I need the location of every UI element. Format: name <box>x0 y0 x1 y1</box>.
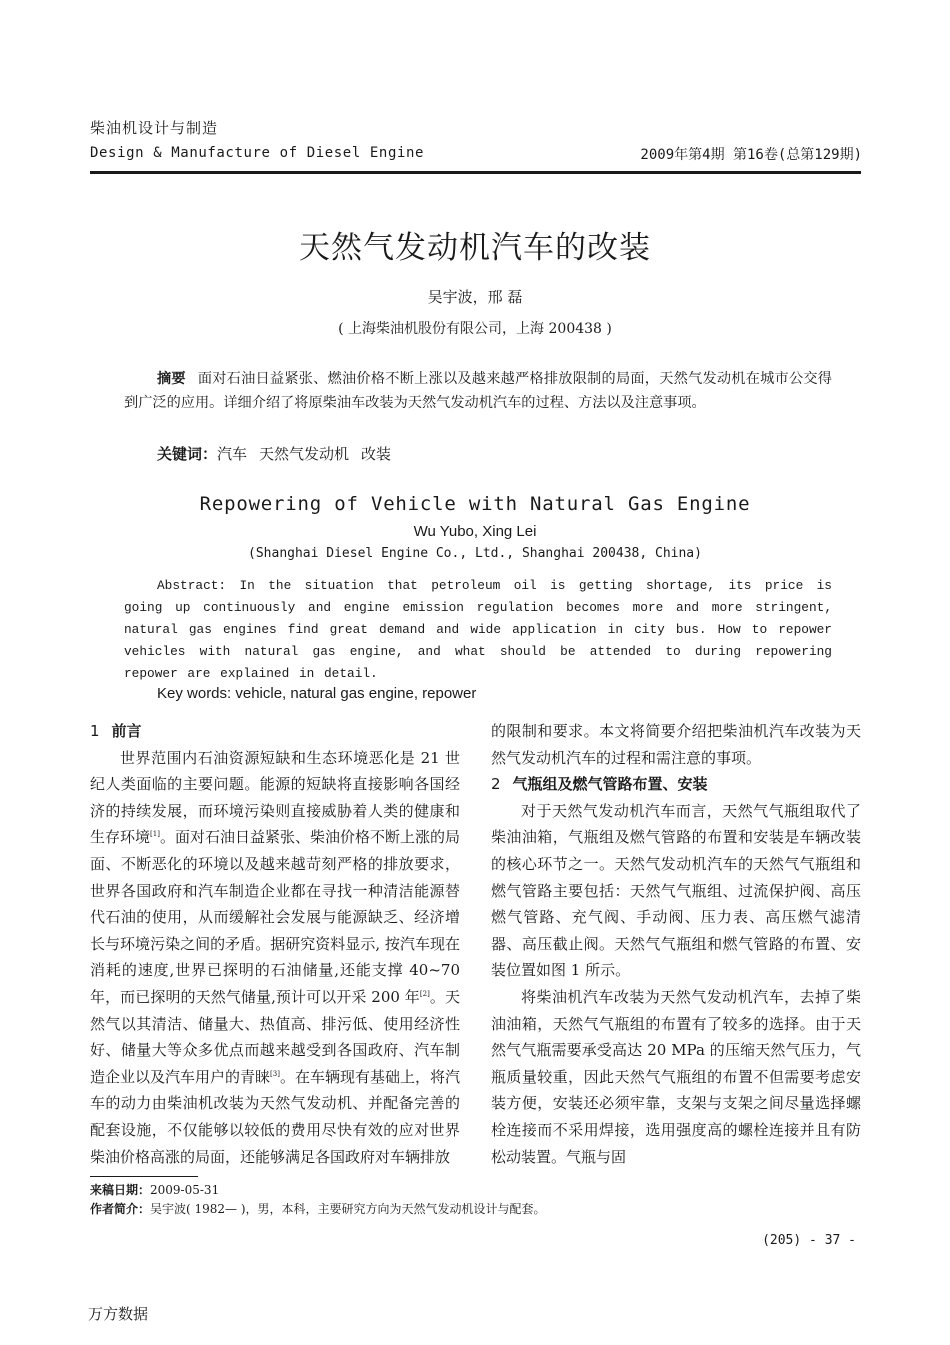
section-heading-2 <box>491 771 861 798</box>
section-number: 1 <box>90 722 100 740</box>
journal-name-cn: 柴油机设计与制造 <box>90 119 219 137</box>
footnote-text: 2009-05-31 <box>150 1183 220 1197</box>
keyword: 天然气发动机 <box>259 445 350 463</box>
paragraph: 将柴油机汽车改装为天然气发动机汽车，去掉了柴油油箱，天然气气瓶组的布置有了较多的选择。由于天然气气瓶需要承受高达 20 MPa 的压缩天然气压力，气瓶质量较重，因此天然气气瓶组的布置不但需要考虑安装方便，安装还必须牢靠，支架与支架之间尽量选择螺栓连接而不采用焊接，选用强度高的螺栓连接并且有防松动装置。气瓶与固 <box>491 987 861 1166</box>
english-title: Repowering of Vehicle with Natural Gas Engine <box>199 493 751 515</box>
body-column-left <box>90 718 460 1170</box>
keyword: 汽车 <box>217 445 248 463</box>
abstract-en-text: In the situation that petroleum oil is getting shortage, its price is going up continuously and engine emission regulation becomes more and more stringent, natural gas engines find great demand and wide application in city bus. How to repower vehicles with natural gas engine, and what should be attended to during repowering repower are explained in detail. <box>124 578 832 681</box>
abstract-cn-text: 面对石油日益紧张、燃油价格不断上涨以及越来越严格排放限制的局面，天然气发动机在城市公交得到广泛的应用。详细介绍了将原柴油车改装为天然气发动机汽车的过程、方法以及注意事项。 <box>124 371 832 411</box>
paper-title: 天然气发动机汽车的改装 <box>299 230 651 266</box>
text-run: 。天然气以其清洁、储量大、热值高、排污低、使用经济性好、储量大等众多优点而越来越受到各国政府、汽车制造企业以及汽车用户的青睐 <box>90 987 460 1086</box>
abstract-cn-label: 摘要 <box>157 371 186 387</box>
citation[interactable]: [3] <box>270 1069 280 1078</box>
citation[interactable]: [1] <box>150 830 160 839</box>
section-heading-1 <box>90 718 460 745</box>
english-authors: Wu Yubo, Xing Lei <box>413 523 537 540</box>
keywords-cn-label: 关键词： <box>157 445 218 463</box>
section-title: 前言 <box>111 722 142 740</box>
text-run: 。在车辆现有基础上，将汽车的动力由柴油机改装为天然气发动机、并配备完善的配套设施，不仅能够以较低的费用尽快有效的应对世界柴油价格高涨的局面，还能够满足各国政府对车辆排放 <box>90 1067 460 1166</box>
section-title: 气瓶组及燃气管路布置、安装 <box>512 775 708 794</box>
footnote-label: 来稿日期： <box>90 1183 151 1197</box>
text-run: 世界范围内石油资源短缺和生态环境恶化是 21 世纪人类面临的主要问题。能源的短缺将直接影响各国经济的持续发展，而环境污染则直接威胁着人类的健康和生存环境 <box>90 748 460 847</box>
received-date <box>90 1181 219 1198</box>
paragraph <box>90 745 460 1171</box>
footnote-label: 作者简介： <box>90 1202 151 1216</box>
footnote-rule <box>90 1176 198 1177</box>
footnote-text: 吴宇波( 1982— )，男，本科，主要研究方向为天然气发动机设计与配套。 <box>150 1202 546 1216</box>
citation[interactable]: [2] <box>419 989 430 998</box>
keywords-cn <box>157 443 391 464</box>
journal-name-en: Design & Manufacture of Diesel Engine <box>90 145 425 161</box>
keyword: 改装 <box>361 445 392 463</box>
issue-info: 2009年第4期 第16卷(总第129期) <box>640 147 862 163</box>
section-number: 2 <box>491 775 501 794</box>
paragraph: 对于天然气发动机汽车而言，天然气气瓶组取代了柴油油箱，气瓶组及燃气管路的布置和安装是车辆改装的核心环节之一。天然气发动机汽车的天然气气瓶组和燃气管路主要包括：天然气气瓶组、过流保护阀、高压燃气管路、充气阀、手动阀、压力表、高压燃气滤清器、高压截止阀。天然气气瓶组和燃气管路的布置、安装位置如图 1 所示。 <box>491 801 861 980</box>
authors: 吴宇波，邢 磊 <box>427 288 523 306</box>
header-rule <box>90 171 861 174</box>
text-run: 。面对石油日益紧张、柴油价格不断上涨的局面、不断恶化的环境以及越来越苛刻严格的排放要求，世界各国政府和汽车制造企业都在寻找一种清洁能源替代石油的使用，从而缓解社会发展与能源缺乏、经济增长与环境污染之间的矛盾。据研究资料显示, 按汽车现在消耗的速度,世界已探明的石油储量,还能支撑 40~70 年，而已探明的天然气储量,预计可以开采 200 年 <box>90 828 460 1006</box>
author-bio <box>90 1200 546 1217</box>
abstract-en-label: Abstract: <box>157 578 227 593</box>
english-affiliation: (Shanghai Diesel Engine Co., Ltd., Shanghai 200438, China) <box>248 546 702 561</box>
abstract-en <box>124 575 832 685</box>
affiliation: ( 上海柴油机股份有限公司，上海 200438 ) <box>338 321 612 337</box>
abstract-cn <box>124 367 832 415</box>
body-column-right <box>491 718 861 1170</box>
watermark: 万方数据 <box>88 1305 149 1323</box>
paragraph-continuation: 的限制和要求。本文将简要介绍把柴油机汽车改装为天然气发动机汽车的过程和需注意的事项。 <box>491 722 861 767</box>
page-number: (205) - 37 - <box>762 1233 856 1248</box>
keywords-en: Key words: vehicle, natural gas engine, repower <box>157 685 477 702</box>
